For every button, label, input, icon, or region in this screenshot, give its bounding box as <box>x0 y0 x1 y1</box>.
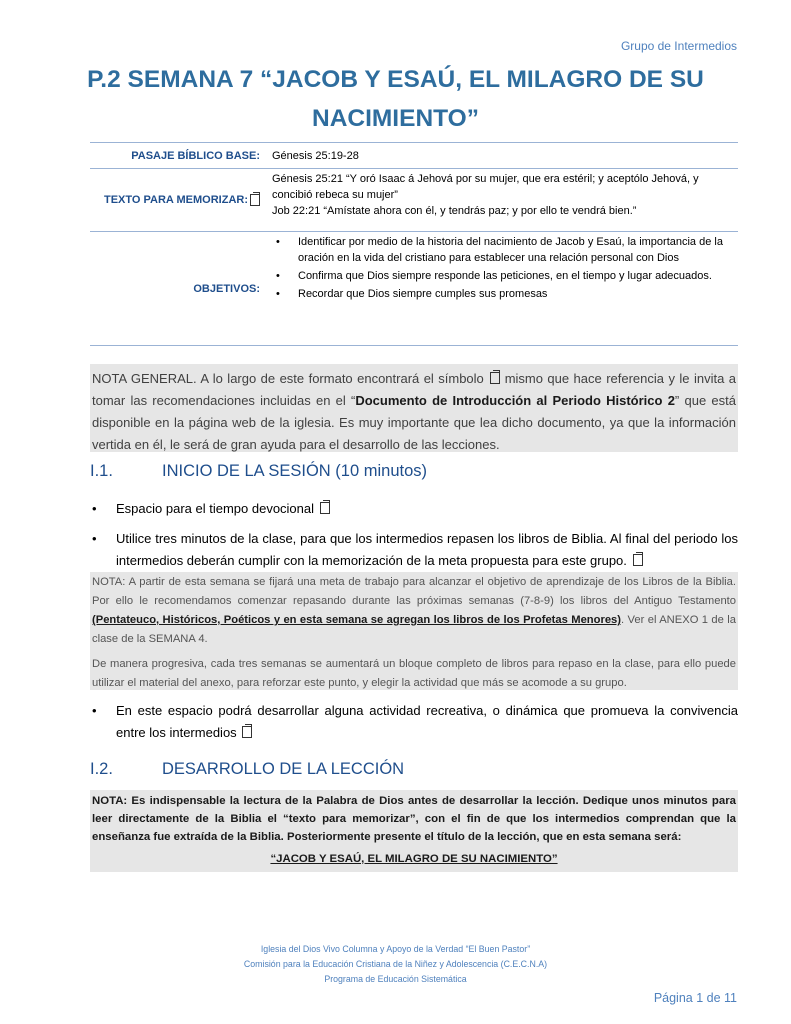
bullet-text: En este espacio podrá desarrollar alguna actividad recreativa, o dinámica que promueva la convivencia entre los intermedios <box>116 703 738 740</box>
nota-lectura <box>90 790 738 872</box>
footer-line-3: Programa de Educación Sistemática <box>324 974 467 984</box>
pasaje-label: PASAJE BÍBLICO BASE: <box>131 149 260 162</box>
nota2-paragraph-1 <box>92 573 736 649</box>
document-icon <box>633 554 643 566</box>
lesson-title: “JACOB Y ESAÚ, EL MILAGRO DE SU NACIMIENTO” <box>270 853 558 865</box>
objetivos-list <box>272 234 738 302</box>
texto-row <box>90 169 738 232</box>
list-item <box>90 498 738 520</box>
texto-line-2: Job 22:21 “Amístate ahora con él, y tendrás paz; y por ello te vendrá bien.” <box>272 205 637 217</box>
nota3-text: NOTA: Es indispensable la lectura de la Palabra de Dios antes de desarrollar la lección. Dedique unos minutos para leer directamente de la Biblia el “texto para memorizar”, con el fin de que los intermedios comprendan que la enseñanza fue extraída de la Biblia. Posteriormente presente el título de la lección, que en esta semana será: <box>92 795 736 843</box>
page-title: P.2 SEMANA 7 “JACOB Y ESAÚ, EL MILAGRO DE SU NACIMIENTO” <box>87 66 704 132</box>
document-icon <box>320 502 330 514</box>
section-title: DESARROLLO DE LA LECCIÓN <box>162 760 405 778</box>
nota2-text-a: NOTA: A partir de esta semana se fijará una meta de trabajo para alcanzar el objetivo de aprendizaje de los Libros de la Biblia. Por ello le recomendamos comenzar repasando durante las próximas semanas (7-8-9) los libros del Antiguo Testamento <box>92 576 736 607</box>
page-number: Página 1 de 11 <box>653 991 737 1005</box>
section-number: I.1. <box>90 462 113 480</box>
nota2-text-c: . Ver el ANEXO 1 de la clase de la SEMANA 4. <box>92 614 736 645</box>
bullet-text: Espacio para el tiempo devocional <box>116 501 315 516</box>
header-group-name: Grupo de Intermedios <box>620 39 737 53</box>
document-icon <box>490 372 500 384</box>
texto-label: TEXTO PARA MEMORIZAR: <box>103 194 248 206</box>
nota2-paragraph-2: De manera progresiva, cada tres semanas se aumentará un bloque completo de libros para repaso en la clase, para ello puede utilizar el material del anexo, para reforzar este punto, y elegir la actividad que más se acomode a su grupo. <box>92 658 736 689</box>
lesson-info-table <box>90 142 738 346</box>
nota2-text-b: (Pentateuco, Históricos, Poéticos y en esta semana se agregan los libros de los Profetas Menores) <box>92 614 621 626</box>
document-icon <box>250 194 260 206</box>
pasaje-row <box>90 142 738 169</box>
list-item <box>90 700 738 744</box>
nota-general-doc: Documento de Introducción al Periodo Histórico 2 <box>355 393 675 408</box>
objetivos-label: OBJETIVOS: <box>193 282 260 295</box>
footer-line-2: Comisión para la Educación Cristiana de la Niñez y Adolescencia (C.E.C.N.A) <box>243 959 548 969</box>
section-number: I.2. <box>90 760 113 778</box>
section1-bullets <box>90 498 738 572</box>
list-item: • Recordar que Dios siempre cumples sus promesas <box>272 286 738 302</box>
section1-bullet-3 <box>90 700 738 744</box>
objetivos-row <box>90 232 738 346</box>
document-icon <box>242 726 252 738</box>
texto-line-1: Génesis 25:21 “Y oró Isaac á Jehová por su mujer, que era estéril; y aceptólo Jehová, y concibió rebeca su mujer” <box>272 173 699 201</box>
texto-label-cell <box>90 169 266 231</box>
list-item <box>90 528 738 572</box>
list-item: • Identificar por medio de la historia del nacimiento de Jacob y Esaú, la importancia de la oración en la vida del cristiano para establecer una relación personal con Dios <box>272 234 738 266</box>
texto-value <box>266 169 738 231</box>
section-title: INICIO DE LA SESIÓN (10 minutos) <box>162 462 427 480</box>
nota-libros-biblia <box>90 572 738 690</box>
list-item: • Confirma que Dios siempre responde las peticiones, en el tiempo y lugar adecuados. <box>272 268 738 284</box>
footer-line-1: Iglesia del Dios Vivo Columna y Apoyo de la Verdad “El Buen Pastor” <box>260 944 531 954</box>
section-heading-1 <box>90 462 427 481</box>
section-heading-2 <box>90 760 404 779</box>
objetivos-value <box>266 232 738 345</box>
nota-general-part3: ” que está disponible en la página web de la iglesia. Es muy importante que lea dicho documento, ya que la información vertida en él, le será de gran ayuda para el desarrollo de las lecciones. <box>92 393 736 452</box>
pasaje-value: Génesis 25:19-28 <box>272 149 359 162</box>
bullet-text: Utilice tres minutos de la clase, para que los intermedios repasen los libros de Biblia. Al final del periodo los intermedios deberán cumplir con la memorización de la meta propuesta para este grupo. <box>116 531 738 568</box>
nota-general-part1: NOTA GENERAL. A lo largo de este formato encontrará el símbolo <box>92 371 484 386</box>
nota-general <box>90 364 738 452</box>
nota-general-part2: mismo que hace referencia y le invita a tomar las recomendaciones incluidas en el “ <box>92 371 736 408</box>
page-footer <box>0 942 791 987</box>
